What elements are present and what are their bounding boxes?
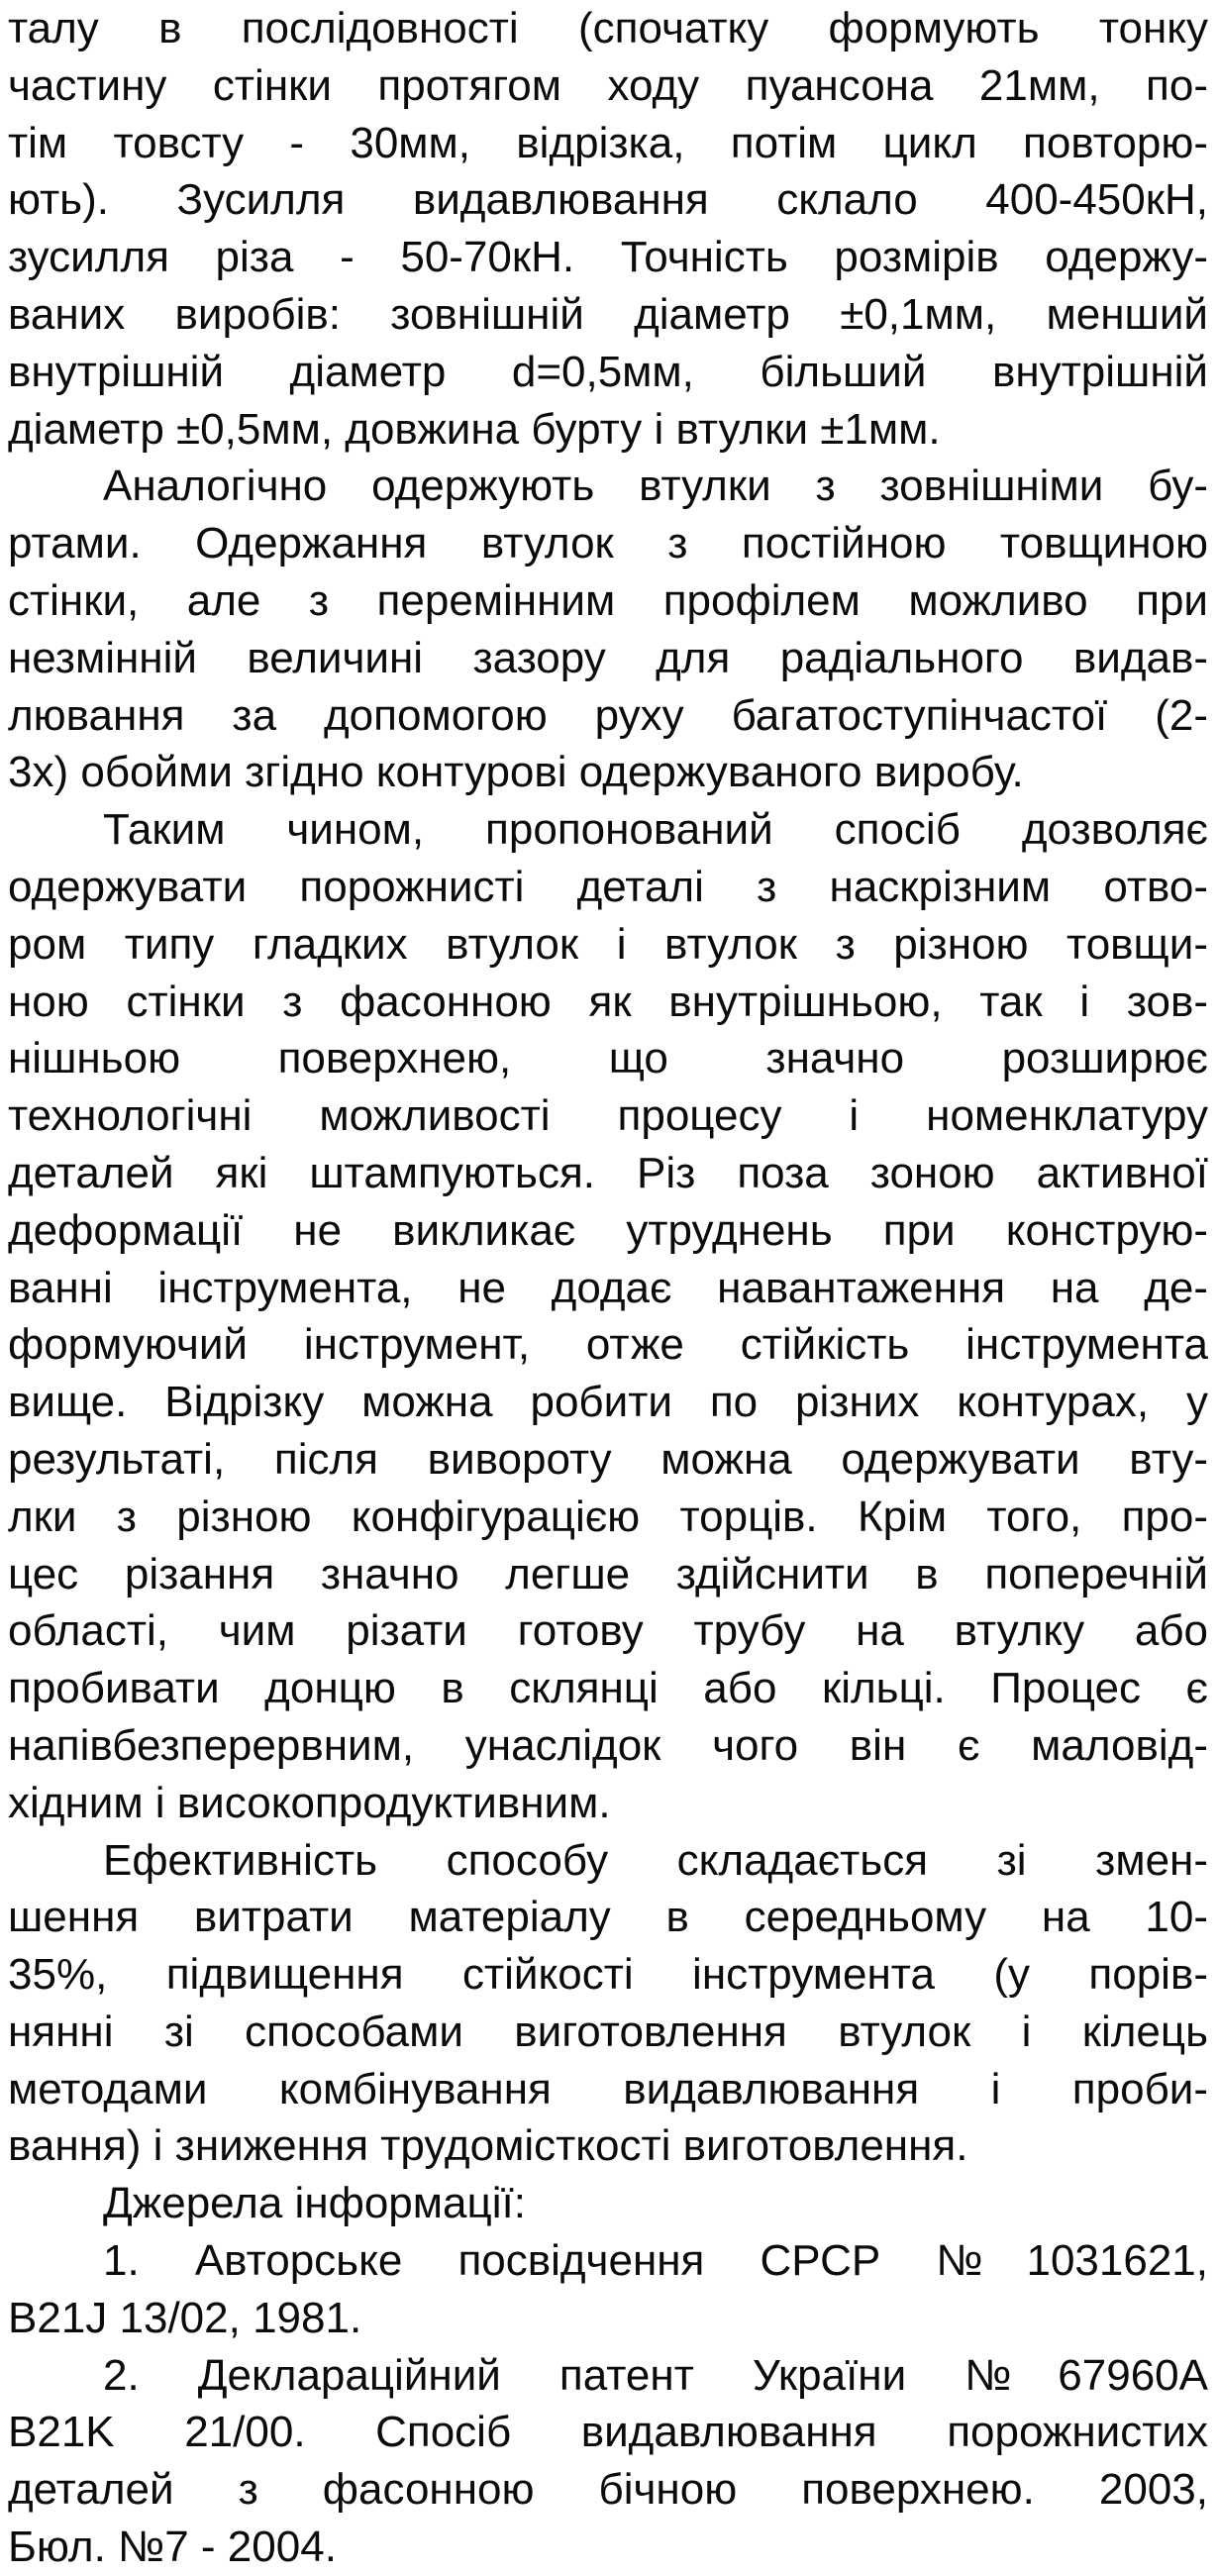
text-line: Ефективність способу складається зі змен- [103, 1835, 1208, 1885]
text-line: формуючий інструмент, отже стійкість інструмента [8, 1320, 1208, 1370]
text-line: 1. Авторське посвідчення СРСР №1031621, [103, 2236, 1208, 2286]
text-line: пробивати донцю в склянці або кільці. Процес є [8, 1664, 1208, 1713]
text-line: вище. Відрізку можна робити по різних контурах, у [8, 1378, 1208, 1427]
text-line: Джерела інформації: [103, 2179, 526, 2228]
text-line: технологічні можливості процесу і номенклатуру [8, 1091, 1208, 1141]
paragraph [8, 458, 1208, 801]
text-line: методами комбінування видавлювання і проби- [8, 2064, 1208, 2113]
text-line: деталей які штампуються. Різ поза зоною активної [8, 1148, 1208, 1197]
text-line: результаті, після вивороту можна одержувати вту- [8, 1434, 1208, 1484]
text-line: деталей з фасонною бічною поверхнею. 2003, [8, 2465, 1208, 2515]
text-line: ваних виробів: зовнішній діаметр ±0,1мм, менший [8, 289, 1208, 339]
paragraph [8, 0, 1208, 458]
text-line: цес різання значно легше здійснити в поперечній [8, 1549, 1208, 1598]
text-line: внутрішній діаметр d=0,5мм, більший внутрішній [8, 347, 1208, 396]
document-page [8, 0, 1208, 2576]
text-line: шення витрати матеріалу в середньому на 10- [8, 1893, 1208, 1942]
text-line: Таким чином, пропонований спосіб дозволяє [103, 805, 1208, 855]
text-line: хідним і високопродуктивним. [8, 1778, 611, 1827]
text-line: ром типу гладких втулок і втулок з різною товщи- [8, 919, 1208, 969]
text-line: деформації не викликає утруднень при конструю- [8, 1205, 1208, 1255]
text-line: напівбезперервним, унаслідок чого він є маловід- [8, 1720, 1208, 1770]
text-line: зусилля різа - 50-70кН. Точність розмірів одержу- [8, 233, 1208, 282]
text-line: талу в послідовності (спочатку формують тонку [8, 4, 1208, 52]
text-line: ють). Зусилля видавлювання склало 400-450кН, [8, 175, 1208, 225]
text-line: ртами. Одержання втулок з постійною товщиною [8, 519, 1208, 568]
reference-item [8, 2347, 1208, 2576]
text-line: вання) і зниження трудомісткості виготовлення. [8, 2121, 968, 2171]
text-line: одержувати порожнисті деталі з наскрізним отво- [8, 862, 1208, 911]
text-line: B21J 13/02, 1981. [8, 2293, 362, 2342]
paragraph [8, 1832, 1208, 2176]
text-line: діаметр ±0,5мм, довжина бурту і втулки ±1мм. [8, 404, 941, 454]
text-line: тім товсту - 30мм, відрізка, потім цикл повторю- [8, 118, 1208, 167]
text-line: лки з різною конфігурацією торців. Крім того, про- [8, 1492, 1208, 1541]
text-line: стінки, але з перемінним профілем можливо при [8, 575, 1208, 625]
text-line: ною стінки з фасонною як внутрішньою, так і зов- [8, 977, 1208, 1026]
reference-item [8, 2232, 1208, 2347]
text-line: лювання за допомогою руху багатоступінчастої (2- [8, 690, 1208, 740]
text-line: 3х) обойми згідно контурові одержуваного виробу. [8, 748, 1024, 797]
text-line: 35%, підвищення стійкості інструмента (у порів- [8, 1950, 1208, 2000]
text-line: нянні зі способами виготовлення втулок і кілець [8, 2007, 1208, 2056]
text-line: ванні інструмента, не додає навантаження на де- [8, 1263, 1208, 1312]
text-line: частину стінки протягом ходу пуансона 21мм, по- [8, 60, 1208, 110]
text-line: 2. Деклараційний патент України №67960A [103, 2350, 1208, 2400]
text-line: Аналогічно одержують втулки з зовнішніми бу- [103, 462, 1208, 511]
paragraph [8, 801, 1208, 1831]
text-line: нішньою поверхнею, що значно розширює [8, 1034, 1208, 1083]
text-line: області, чим різати готову трубу на втулку або [8, 1606, 1208, 1656]
text-line: B21K 21/00. Спосіб видавлювання порожнистих [8, 2408, 1208, 2457]
sources-heading [8, 2175, 1208, 2232]
text-line: Бюл. №7 - 2004. [8, 2523, 337, 2572]
text-line: незмінній величині зазору для радіального видав- [8, 633, 1208, 682]
